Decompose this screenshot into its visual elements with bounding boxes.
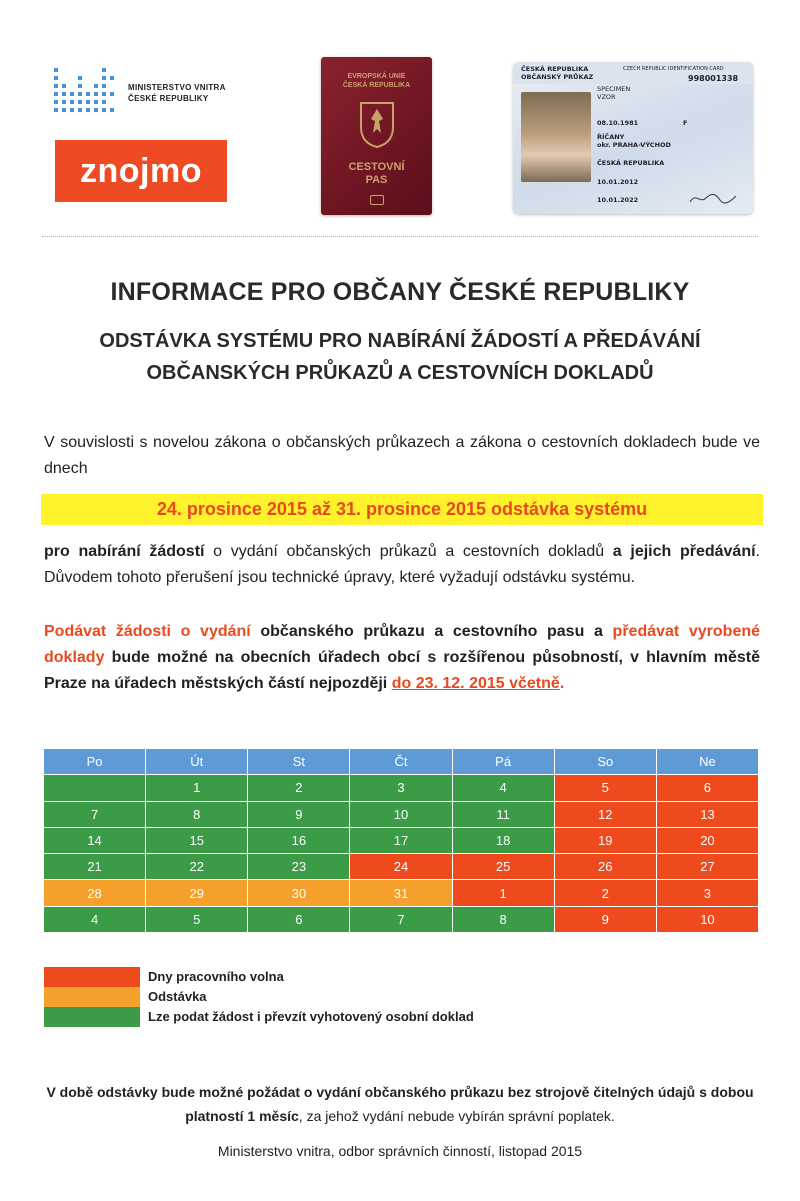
calendar-day-cell: 30 — [248, 880, 349, 905]
calendar-day-cell: 22 — [146, 854, 247, 879]
calendar-day-cell: 9 — [555, 907, 656, 932]
calendar-day-cell: 17 — [350, 828, 451, 853]
calendar-day-cell: 4 — [453, 775, 554, 800]
calendar-day-cell: 16 — [248, 828, 349, 853]
calendar-header-cell: Po — [44, 749, 145, 774]
deadline-paragraph-red2: předávat vyrobené doklady — [44, 623, 761, 666]
deadline-paragraph-text1: občanského průkazu a cestovního pasu a — [250, 623, 613, 640]
temporary-id-note-bold: V době odstávky bude možné požádat o vydání občanského průkazu bez strojově čitelných údajů s dobou platností 1 měsíc — [46, 1084, 754, 1124]
calendar-day-cell: 4 — [44, 907, 145, 932]
passport-country-text: ČESKÁ REPUBLIKA — [342, 82, 411, 89]
id-card-issue-date: 10.01.2012 — [597, 178, 639, 186]
legend-label-holiday: Dny pracovního volna — [148, 969, 284, 984]
calendar-day-cell: 13 — [657, 802, 758, 827]
footer-text: Ministerstvo vnitra, odbor správních činností, listopad 2015 — [217, 1143, 583, 1159]
calendar-day-cell: 1 — [146, 775, 247, 800]
calendar-day-cell: 19 — [555, 828, 656, 853]
calendar-day-cell: 6 — [657, 775, 758, 800]
ministry-name — [128, 82, 226, 104]
calendar-grid — [44, 749, 758, 932]
calendar-day-cell: 18 — [453, 828, 554, 853]
temporary-id-note-text: , za jehož vydání nebude vybírán správní poplatek. — [298, 1108, 615, 1124]
calendar-day-cell: 12 — [555, 802, 656, 827]
id-card-photo — [521, 92, 591, 182]
outage-paragraph-bold2: a jejich předávání — [612, 543, 756, 560]
calendar-day-cell: 8 — [453, 907, 554, 932]
id-card-title-en: CZECH REPUBLIC IDENTIFICATION CARD — [623, 66, 724, 72]
outage-paragraph-bold1: pro nabírání žádostí — [44, 543, 205, 560]
calendar-header-cell: Út — [146, 749, 247, 774]
legend-label-available: Lze podat žádost i převzít vyhotovený osobní doklad — [148, 1009, 474, 1024]
calendar-day-cell: 5 — [555, 775, 656, 800]
id-card-title: OBČANSKÝ PRŮKAZ — [521, 73, 594, 81]
calendar-day-cell: 29 — [146, 880, 247, 905]
calendar-day-cell: 23 — [248, 854, 349, 879]
deadline-paragraph-text2: bude možné na obecních úřadech obcí s rozšířenou působností, v hlavním městě Praze na úřadech městských částí nejpozději — [44, 649, 760, 692]
calendar-day-cell: 8 — [146, 802, 247, 827]
passport-label-line2: PAS — [365, 174, 388, 186]
city-logo-text: znojmo — [80, 151, 202, 190]
ministry-logo — [54, 64, 244, 120]
id-card-surname: SPECIMEN — [597, 85, 631, 93]
header-divider — [42, 236, 758, 237]
calendar-day-cell: 10 — [350, 802, 451, 827]
calendar-day-cell: 2 — [248, 775, 349, 800]
calendar-day-cell: 9 — [248, 802, 349, 827]
calendar-day-cell: 10 — [657, 907, 758, 932]
temporary-id-note — [20, 1080, 780, 1128]
calendar-day-cell: 3 — [657, 880, 758, 905]
calendar-day-cell: 1 — [453, 880, 554, 905]
deadline-paragraph — [44, 619, 760, 697]
calendar-day-cell: 28 — [44, 880, 145, 905]
calendar-day-cell: 25 — [453, 854, 554, 879]
calendar-header-cell: Čt — [350, 749, 451, 774]
id-card-birth-date: 08.10.1981 — [597, 119, 639, 127]
calendar-day-cell: 27 — [657, 854, 758, 879]
calendar-header-cell: Pá — [453, 749, 554, 774]
deadline-date: do 23. 12. 2015 včetně — [391, 675, 560, 692]
id-card-district: okr. PRAHA-VÝCHOD — [597, 141, 671, 149]
znojmo-logo — [55, 140, 227, 202]
ministry-name-line2: ČESKÉ REPUBLIKY — [128, 94, 209, 103]
page-title: INFORMACE PRO OBČANY ČESKÉ REPUBLIKY — [110, 278, 690, 306]
calendar-day-cell: 14 — [44, 828, 145, 853]
outage-paragraph-text2: . Důvodem tohoto přerušení jsou technické úpravy, které vyžadují odstávku systému. — [44, 543, 760, 586]
ministry-name-line1: MINISTERSTVO VNITRA — [128, 83, 226, 92]
calendar-header-cell: So — [555, 749, 656, 774]
deadline-paragraph-red1: Podávat žádosti o vydání — [44, 623, 251, 640]
calendar-day-cell: 21 — [44, 854, 145, 879]
calendar-day-cell: 11 — [453, 802, 554, 827]
calendar-day-cell: 24 — [350, 854, 451, 879]
outage-highlight: 24. prosince 2015 až 31. prosince 2015 odstávka systému — [41, 494, 763, 525]
id-card-given-name: VZOR — [597, 93, 616, 101]
calendar-header-cell: Ne — [657, 749, 758, 774]
id-card-country: ČESKÁ REPUBLIKA — [521, 65, 589, 73]
intro-paragraph: V souvislosti s novelou zákona o občanských průkazech a zákona o cestovních dokladech bude ve dnech — [44, 434, 760, 477]
legend-swatch-holiday — [44, 967, 140, 987]
id-card-birth-place: ŘÍČANY — [597, 133, 625, 141]
calendar-day-cell: 31 — [350, 880, 451, 905]
id-card-number: 998001338 — [688, 74, 739, 83]
deadline-paragraph-end: . — [559, 675, 565, 692]
page-subtitle-line2: OBČANSKÝCH PRŮKAZŮ A CESTOVNÍCH DOKLADŮ — [146, 362, 654, 384]
calendar-day-cell: 2 — [555, 880, 656, 905]
id-card-nationality: ČESKÁ REPUBLIKA — [597, 159, 665, 167]
id-card-sex: F — [683, 119, 688, 127]
coat-of-arms-icon — [357, 99, 397, 149]
calendar-day-cell: 20 — [657, 828, 758, 853]
calendar-day-cell: 7 — [44, 802, 145, 827]
page-subtitle-line1: ODSTÁVKA SYSTÉMU PRO NABÍRÁNÍ ŽÁDOSTÍ A PŘEDÁVÁNÍ — [99, 330, 701, 352]
calendar-day-cell: 15 — [146, 828, 247, 853]
calendar-day-cell: 3 — [350, 775, 451, 800]
outage-paragraph-text1: o vydání občanských průkazů a cestovních dokladů — [204, 543, 613, 560]
legend-swatch-outage — [44, 987, 140, 1007]
id-card-expiry-date: 10.01.2022 — [597, 196, 639, 204]
calendar-day-cell: 7 — [350, 907, 451, 932]
calendar-day-cell — [44, 775, 145, 800]
calendar-day-cell: 5 — [146, 907, 247, 932]
calendar-day-cell: 26 — [555, 854, 656, 879]
calendar-header-cell: St — [248, 749, 349, 774]
passport-label-line1: CESTOVNÍ — [348, 161, 405, 173]
legend-label-outage: Odstávka — [148, 989, 207, 1004]
passport-union-text: EVROPSKÁ UNIE — [347, 73, 406, 80]
legend-swatch-available — [44, 1007, 140, 1027]
outage-paragraph — [44, 539, 760, 591]
passport-image — [321, 57, 432, 215]
biometric-chip-icon — [370, 195, 384, 205]
signature-icon — [688, 190, 738, 206]
calendar-day-cell: 6 — [248, 907, 349, 932]
ministry-emblem-icon — [54, 64, 120, 114]
id-card-image — [513, 62, 753, 214]
